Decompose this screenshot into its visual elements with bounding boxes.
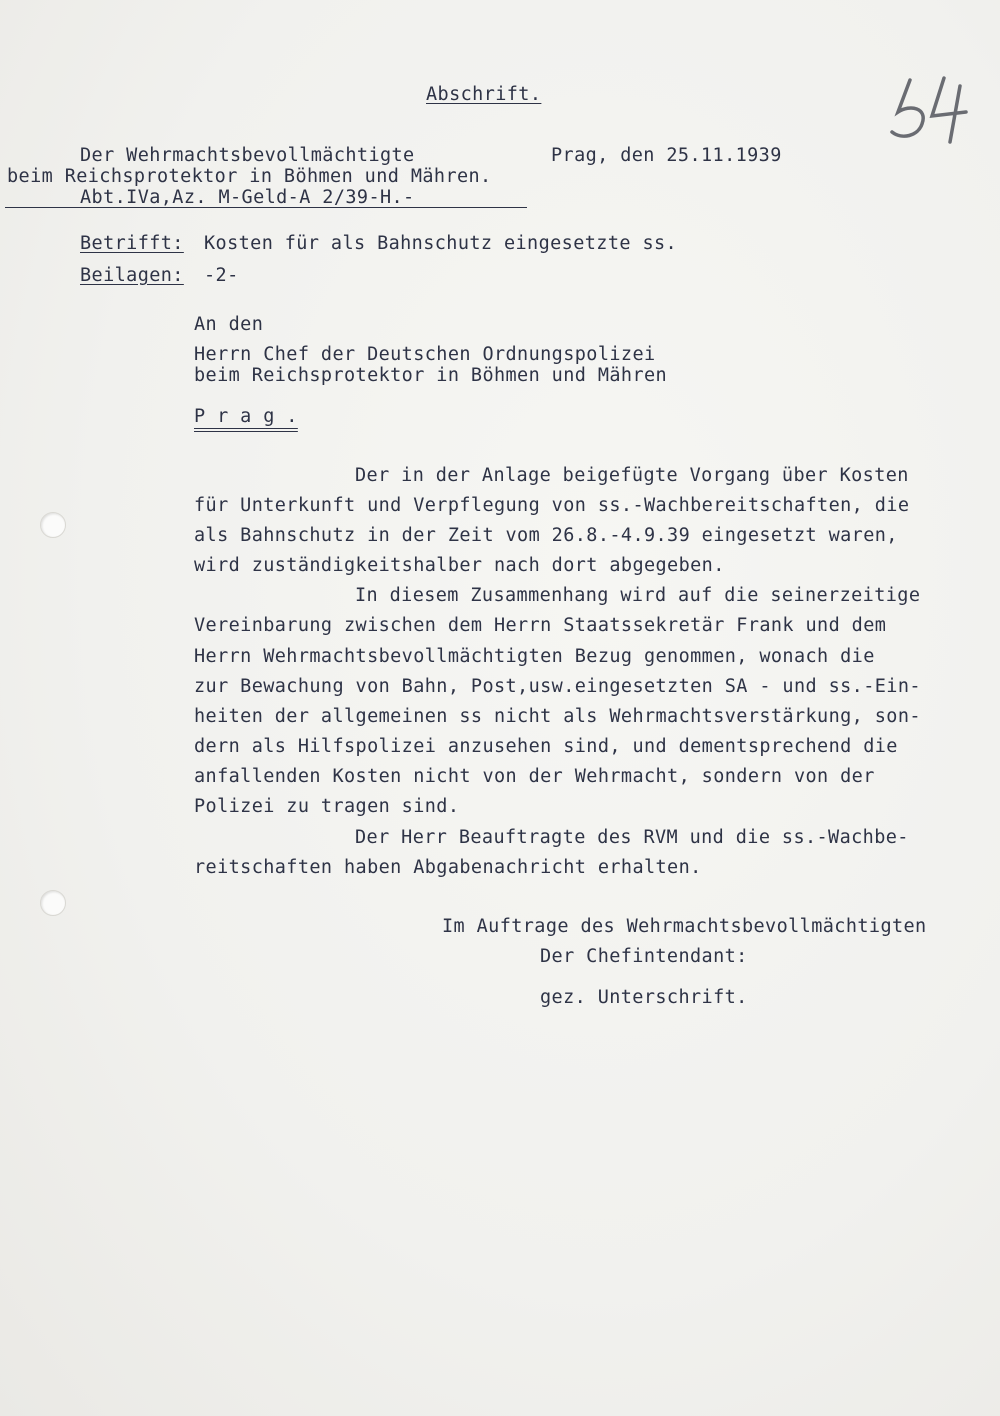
body-line: zur Bewachung von Bahn, Post,usw.eingesetzten SA - und ss.-Ein-	[194, 676, 921, 697]
sender-line-2: beim Reichsprotektor in Böhmen und Mähren.	[7, 166, 492, 187]
recipient-line-2: Herrn Chef der Deutschen Ordnungspolizei	[194, 344, 656, 365]
body-line: Der Herr Beauftragte des RVM und die ss.-Wachbe-	[355, 827, 909, 848]
body-line: Vereinbarung zwischen dem Herrn Staatssekretär Frank und dem	[194, 615, 887, 636]
recipient-line-3: beim Reichsprotektor in Böhmen und Mähren	[194, 365, 668, 386]
body-line: reitschaften haben Abgabenachricht erhalten.	[194, 857, 702, 878]
body-line: dern als Hilfspolizei anzusehen sind, und dementsprechend die	[194, 736, 898, 757]
closing-line-1: Im Auftrage des Wehrmachtsbevollmächtigten	[442, 916, 927, 937]
body-line: für Unterkunft und Verpflegung von ss.-Wachbereitschaften, die	[194, 495, 910, 516]
body-line: heiten der allgemeinen ss nicht als Wehrmachtsverstärkung, son-	[194, 706, 921, 727]
recipient-line-1: An den	[194, 314, 264, 335]
subject-label: Betrifft:	[80, 233, 184, 254]
handwritten-page-number	[888, 72, 978, 152]
attachments-label: Beilagen:	[80, 265, 184, 286]
punch-hole-top	[40, 512, 66, 538]
closing-line-3: gez. Unterschrift.	[540, 987, 748, 1008]
body-line: wird zuständigkeitshalber nach dort abgegeben.	[194, 555, 725, 576]
document-date: Prag, den 25.11.1939	[551, 145, 782, 166]
attachments-text: -2-	[204, 265, 239, 286]
body-line: Der in der Anlage beigefügte Vorgang über Kosten	[355, 465, 909, 486]
body-line: In diesem Zusammenhang wird auf die seinerzeitige	[355, 585, 921, 606]
sender-line-1: Der Wehrmachtsbevollmächtigte	[80, 145, 415, 166]
punch-hole-bottom	[40, 890, 66, 916]
subject-text: Kosten für als Bahnschutz eingesetzte ss.	[204, 233, 678, 254]
recipient-city: P r a g .	[194, 406, 298, 427]
body-line: als Bahnschutz in der Zeit vom 26.8.-4.9.39 eingesetzt waren,	[194, 525, 898, 546]
sender-rule	[5, 207, 527, 208]
body-line: anfallenden Kosten nicht von der Wehrmacht, sondern von der	[194, 766, 875, 787]
closing-line-2: Der Chefintendant:	[540, 946, 748, 967]
body-line: Polizei zu tragen sind.	[194, 796, 460, 817]
document-heading: Abschrift.	[426, 84, 542, 105]
body-line: Herrn Wehrmachtsbevollmächtigten Bezug genommen, wonach die	[194, 646, 875, 667]
sender-line-3: Abt.IVa,Az. M-Geld-A 2/39-H.-	[80, 187, 415, 208]
